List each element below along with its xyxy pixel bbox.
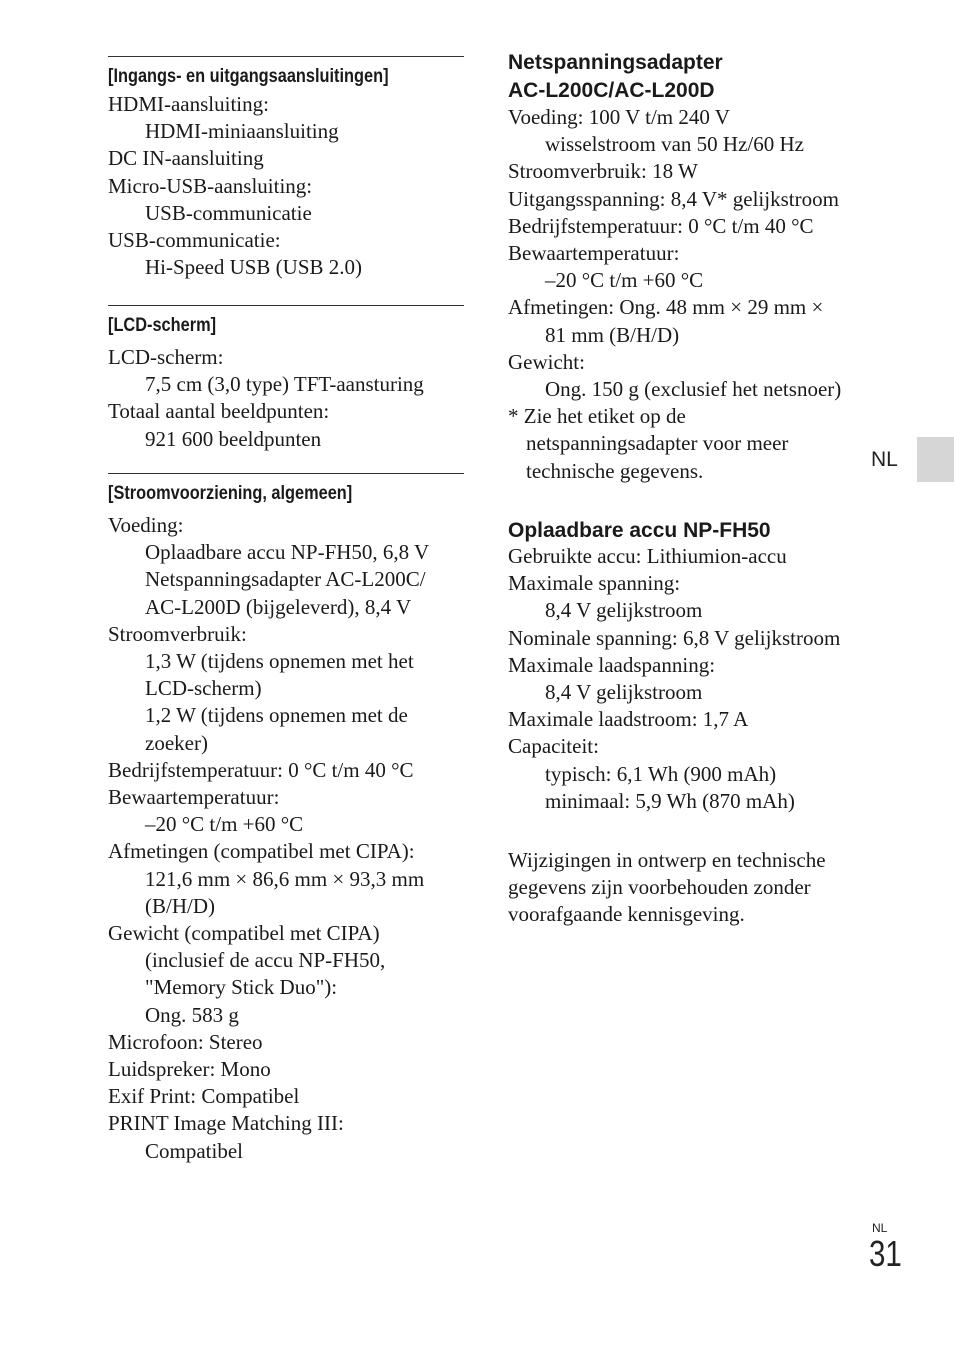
io-section: [108, 56, 464, 281]
spec-line: LCD-scherm:: [108, 345, 224, 369]
spec-line: Oplaadbare accu NP-FH50, 6,8 V: [145, 540, 430, 565]
spec-line: Wijzigingen in ontwerp en technische: [508, 848, 826, 872]
spec-line: Compatibel: [145, 1138, 243, 1163]
spec-line: Afmetingen: Ong. 48 mm × 29 mm ×: [508, 295, 824, 320]
spec-line: Exif Print: Compatibel: [108, 1084, 300, 1109]
spec-line: Uitgangsspanning: 8,4 V* gelijkstroom: [508, 186, 839, 211]
spec-line: 1,2 W (tijdens opnemen met de: [145, 703, 408, 728]
spec-lines: [108, 512, 464, 1165]
spec-line: 8,4 V gelijkstroom: [545, 598, 703, 623]
spec-line: "Memory Stick Duo"):: [145, 975, 338, 1000]
spec-line: 921 600 beeldpunten: [145, 426, 322, 451]
spec-line: Capaciteit:: [508, 734, 599, 759]
spec-line: Bedrijfstemperatuur: 0 °C t/m 40 °C: [108, 757, 414, 782]
spec-line: technische gegevens.: [526, 458, 704, 483]
section-title: [Ingangs- en uitgangsaansluitingen]: [108, 66, 389, 87]
adapter-title-line1: Netspanningsadapter: [508, 51, 723, 74]
power-section: [108, 473, 464, 1165]
battery-title: Oplaadbare accu NP-FH50: [508, 519, 771, 542]
spec-line: Ong. 150 g (exclusief het netsnoer): [545, 377, 842, 402]
spec-line: (inclusief de accu NP-FH50,: [145, 948, 386, 973]
spec-line: Voeding:: [108, 513, 184, 537]
spec-line: Luidspreker: Mono: [108, 1057, 271, 1082]
spec-line: –20 °C t/m +60 °C: [145, 812, 304, 837]
spec-line: Hi-Speed USB (USB 2.0): [145, 255, 363, 280]
page-number: 31: [869, 1233, 902, 1274]
spec-line: AC-L200D (bijgeleverd), 8,4 V: [145, 594, 412, 619]
spec-line: Maximale laadspanning:: [508, 652, 716, 677]
spec-line: Gewicht (compatibel met CIPA): [108, 921, 380, 946]
spec-line: Gebruikte accu: Lithiumion-accu: [508, 544, 787, 568]
spec-line: Ong. 583 g: [145, 1002, 239, 1027]
section-divider: [108, 473, 464, 474]
spec-line: HDMI-aansluiting:: [108, 92, 269, 116]
spec-line: PRINT Image Matching III:: [108, 1111, 344, 1136]
spec-line: 7,5 cm (3,0 type) TFT-aansturing: [145, 372, 424, 397]
spec-line: Bewaartemperatuur:: [508, 241, 680, 266]
spec-line: Nominale spanning: 6,8 V gelijkstroom: [508, 625, 841, 650]
spec-line: –20 °C t/m +60 °C: [545, 268, 704, 293]
page-language: NL: [872, 1221, 888, 1235]
spec-line: LCD-scherm): [145, 676, 262, 701]
spec-line: * Zie het etiket op de: [508, 404, 686, 429]
spec-lines: [108, 91, 464, 281]
section-title: [LCD-scherm]: [108, 315, 217, 336]
spec-line: USB-communicatie:: [108, 228, 281, 253]
spec-line: gegevens zijn voorbehouden zonder: [508, 875, 811, 900]
spec-line: typisch: 6,1 Wh (900 mAh): [545, 761, 777, 786]
language-side-tab: [917, 437, 954, 482]
notice-lines: [508, 847, 826, 929]
spec-line: Stroomverbruik:: [108, 621, 247, 646]
spec-line: (B/H/D): [145, 893, 215, 918]
spec-lines: [508, 543, 840, 815]
spec-line: 1,3 W (tijdens opnemen met het: [145, 649, 414, 674]
spec-line: DC IN-aansluiting: [108, 146, 264, 171]
spec-line: HDMI-miniaansluiting: [145, 119, 339, 144]
spec-line: voorafgaande kennisgeving.: [508, 902, 745, 927]
battery-section: [508, 517, 840, 815]
spec-line: Maximale spanning:: [508, 571, 681, 596]
adapter-title-line2: AC-L200C/AC-L200D: [508, 79, 715, 102]
spec-line: USB-communicatie: [145, 200, 312, 225]
lcd-section: [108, 305, 464, 453]
spec-line: 121,6 mm × 86,6 mm × 93,3 mm: [145, 866, 425, 891]
spec-line: Gewicht:: [508, 349, 585, 374]
spec-line: Stroomverbruik: 18 W: [508, 159, 698, 184]
spec-line: Micro-USB-aansluiting:: [108, 173, 313, 198]
spec-line: zoeker): [145, 730, 208, 755]
spec-line: Netspanningsadapter AC-L200C/: [145, 567, 426, 592]
spec-line: Totaal aantal beeldpunten:: [108, 399, 330, 424]
spec-line: 8,4 V gelijkstroom: [545, 680, 703, 705]
spec-line: Microfoon: Stereo: [108, 1029, 263, 1054]
notice-section: [508, 847, 826, 929]
section-divider: [108, 305, 464, 306]
spec-lines: [508, 104, 841, 485]
spec-line: Maximale laadstroom: 1,7 A: [508, 707, 749, 732]
spec-line: Afmetingen (compatibel met CIPA):: [108, 839, 415, 864]
spec-line: minimaal: 5,9 Wh (870 mAh): [545, 788, 795, 813]
spec-line: Bewaartemperatuur:: [108, 785, 280, 810]
spec-line: Voeding: 100 V t/m 240 V: [508, 105, 730, 129]
spec-line: wisselstroom van 50 Hz/60 Hz: [545, 132, 804, 157]
adapter-section: [508, 49, 841, 485]
section-divider: [108, 56, 464, 57]
section-title: [Stroomvoorziening, algemeen]: [108, 483, 353, 504]
language-tab-label: NL: [871, 448, 898, 471]
spec-line: netspanningsadapter voor meer: [526, 431, 789, 456]
spec-lines: [108, 344, 464, 453]
spec-line: 81 mm (B/H/D): [545, 322, 680, 347]
spec-line: Bedrijfstemperatuur: 0 °C t/m 40 °C: [508, 213, 814, 238]
